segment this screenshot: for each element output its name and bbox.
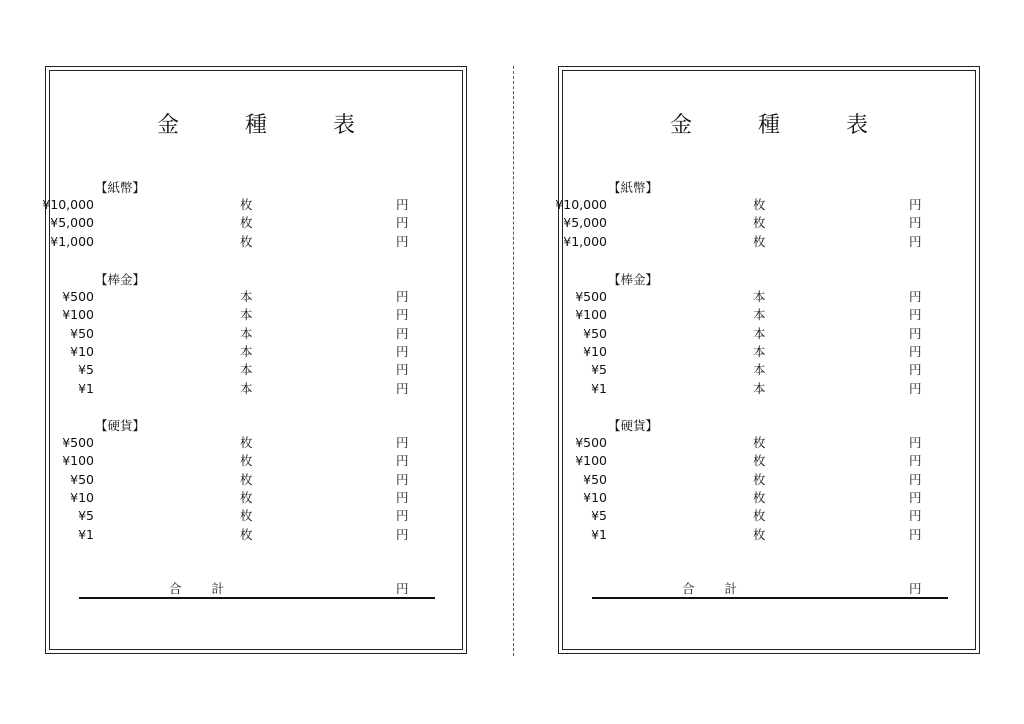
denomination-label: ¥500 bbox=[62, 435, 94, 450]
amount-unit: 円 bbox=[909, 453, 922, 469]
amount-unit: 円 bbox=[396, 526, 409, 542]
denomination-label: ¥5 bbox=[78, 508, 94, 524]
amount-unit: 円 bbox=[396, 307, 409, 323]
amount-unit: 円 bbox=[909, 307, 922, 323]
denomination-label: ¥10 bbox=[583, 343, 607, 359]
denomination-label: ¥50 bbox=[70, 471, 94, 487]
amount-unit: 円 bbox=[909, 471, 922, 487]
amount-unit: 円 bbox=[909, 526, 922, 542]
count-unit: 枚 bbox=[753, 508, 766, 524]
count-unit: 本 bbox=[753, 289, 766, 304]
denomination-row bbox=[558, 233, 922, 251]
amount-unit: 円 bbox=[396, 233, 409, 249]
amount-unit: 円 bbox=[396, 489, 409, 505]
amount-unit: 円 bbox=[396, 325, 409, 341]
denomination-row bbox=[45, 214, 409, 232]
denomination-row bbox=[45, 288, 409, 306]
denomination-label: ¥100 bbox=[62, 453, 94, 469]
amount-unit: 円 bbox=[909, 508, 922, 524]
amount-unit: 円 bbox=[396, 471, 409, 487]
denomination-label: ¥500 bbox=[62, 289, 94, 304]
denomination-label: ¥10 bbox=[583, 489, 607, 505]
denomination-label: ¥5 bbox=[78, 362, 94, 378]
amount-unit: 円 bbox=[909, 289, 922, 304]
denomination-label: ¥500 bbox=[575, 435, 607, 450]
denomination-row bbox=[45, 526, 409, 544]
amount-unit: 円 bbox=[396, 289, 409, 304]
count-unit: 枚 bbox=[240, 453, 253, 469]
denomination-row bbox=[558, 306, 922, 324]
count-unit: 枚 bbox=[240, 508, 253, 524]
denomination-row bbox=[45, 306, 409, 324]
denomination-label: ¥10 bbox=[70, 343, 94, 359]
count-unit: 本 bbox=[753, 380, 766, 396]
amount-unit: 円 bbox=[909, 435, 922, 450]
count-unit: 枚 bbox=[753, 233, 766, 249]
denomination-row bbox=[558, 434, 922, 452]
total-underline bbox=[592, 597, 948, 599]
denomination-label: ¥100 bbox=[575, 307, 607, 323]
total-label: 合計 bbox=[169, 581, 255, 596]
denomination-row bbox=[45, 343, 409, 361]
denomination-label: ¥1 bbox=[591, 526, 607, 542]
denomination-row bbox=[45, 361, 409, 379]
count-unit: 本 bbox=[240, 343, 253, 359]
denomination-row bbox=[558, 471, 922, 489]
amount-unit: 円 bbox=[909, 215, 922, 231]
count-unit: 本 bbox=[753, 325, 766, 341]
count-unit: 枚 bbox=[240, 489, 253, 505]
page-divider bbox=[513, 66, 514, 656]
denomination-row bbox=[45, 452, 409, 470]
denomination-row bbox=[558, 380, 922, 398]
denomination-row bbox=[45, 507, 409, 525]
denomination-row bbox=[558, 526, 922, 544]
count-unit: 本 bbox=[753, 343, 766, 359]
count-unit: 枚 bbox=[753, 197, 766, 212]
count-unit: 本 bbox=[240, 362, 253, 378]
denomination-label: ¥5,000 bbox=[50, 215, 94, 231]
denomination-label: ¥50 bbox=[583, 471, 607, 487]
amount-unit: 円 bbox=[909, 489, 922, 505]
sheet-content-left bbox=[42, 0, 467, 724]
count-unit: 枚 bbox=[240, 215, 253, 231]
denomination-label: ¥50 bbox=[583, 325, 607, 341]
section-heading: 【紙幣】 bbox=[608, 180, 659, 195]
total-unit: 円 bbox=[396, 581, 409, 596]
denomination-label: ¥100 bbox=[62, 307, 94, 323]
denomination-row bbox=[555, 196, 922, 214]
amount-unit: 円 bbox=[396, 362, 409, 378]
count-unit: 本 bbox=[240, 307, 253, 323]
amount-unit: 円 bbox=[396, 508, 409, 524]
total-underline bbox=[79, 597, 435, 599]
amount-unit: 円 bbox=[396, 343, 409, 359]
sheet-content-right bbox=[555, 0, 980, 724]
denomination-label: ¥5,000 bbox=[563, 215, 607, 231]
denomination-row bbox=[558, 507, 922, 525]
denomination-label: ¥10,000 bbox=[42, 197, 94, 212]
count-unit: 本 bbox=[240, 325, 253, 341]
denomination-row bbox=[42, 196, 409, 214]
denomination-label: ¥50 bbox=[70, 325, 94, 341]
denomination-row bbox=[45, 325, 409, 343]
denomination-row bbox=[45, 471, 409, 489]
amount-unit: 円 bbox=[396, 197, 409, 212]
denomination-label: ¥10 bbox=[70, 489, 94, 505]
denomination-row bbox=[558, 288, 922, 306]
denomination-label: ¥1 bbox=[78, 526, 94, 542]
denomination-row bbox=[558, 452, 922, 470]
section-heading: 【棒金】 bbox=[608, 272, 659, 287]
denomination-label: ¥1 bbox=[591, 380, 607, 396]
denomination-row bbox=[45, 434, 409, 452]
count-unit: 本 bbox=[240, 289, 253, 304]
section-heading: 【硬貨】 bbox=[608, 418, 659, 433]
count-unit: 枚 bbox=[753, 215, 766, 231]
sheet-title: 金 種 表 bbox=[156, 113, 377, 138]
denomination-label: ¥1 bbox=[78, 380, 94, 396]
denomination-row bbox=[558, 343, 922, 361]
denomination-label: ¥10,000 bbox=[555, 197, 607, 212]
amount-unit: 円 bbox=[909, 362, 922, 378]
count-unit: 本 bbox=[240, 380, 253, 396]
amount-unit: 円 bbox=[396, 453, 409, 469]
denomination-row bbox=[45, 233, 409, 251]
denomination-row bbox=[558, 325, 922, 343]
denomination-row bbox=[558, 361, 922, 379]
count-unit: 枚 bbox=[240, 526, 253, 542]
amount-unit: 円 bbox=[909, 197, 922, 212]
denomination-label: ¥5 bbox=[591, 362, 607, 378]
denomination-label: ¥100 bbox=[575, 453, 607, 469]
total-label: 合計 bbox=[682, 581, 768, 596]
amount-unit: 円 bbox=[909, 325, 922, 341]
section-heading: 【紙幣】 bbox=[95, 180, 146, 195]
count-unit: 本 bbox=[753, 362, 766, 378]
total-unit: 円 bbox=[909, 581, 922, 596]
denomination-label: ¥500 bbox=[575, 289, 607, 304]
denomination-row bbox=[558, 489, 922, 507]
denomination-label: ¥5 bbox=[591, 508, 607, 524]
count-unit: 本 bbox=[753, 307, 766, 323]
count-unit: 枚 bbox=[240, 197, 253, 212]
count-unit: 枚 bbox=[753, 453, 766, 469]
count-unit: 枚 bbox=[753, 471, 766, 487]
amount-unit: 円 bbox=[909, 343, 922, 359]
amount-unit: 円 bbox=[909, 233, 922, 249]
section-heading: 【硬貨】 bbox=[95, 418, 146, 433]
amount-unit: 円 bbox=[909, 380, 922, 396]
denomination-label: ¥1,000 bbox=[50, 233, 94, 249]
count-unit: 枚 bbox=[240, 233, 253, 249]
count-unit: 枚 bbox=[753, 435, 766, 450]
denomination-row bbox=[45, 380, 409, 398]
amount-unit: 円 bbox=[396, 215, 409, 231]
section-heading: 【棒金】 bbox=[95, 272, 146, 287]
amount-unit: 円 bbox=[396, 380, 409, 396]
count-unit: 枚 bbox=[753, 489, 766, 505]
denomination-label: ¥1,000 bbox=[563, 233, 607, 249]
denomination-row bbox=[558, 214, 922, 232]
count-unit: 枚 bbox=[753, 526, 766, 542]
count-unit: 枚 bbox=[240, 471, 253, 487]
count-unit: 枚 bbox=[240, 435, 253, 450]
denomination-row bbox=[45, 489, 409, 507]
sheet-title: 金 種 表 bbox=[669, 113, 890, 138]
amount-unit: 円 bbox=[396, 435, 409, 450]
